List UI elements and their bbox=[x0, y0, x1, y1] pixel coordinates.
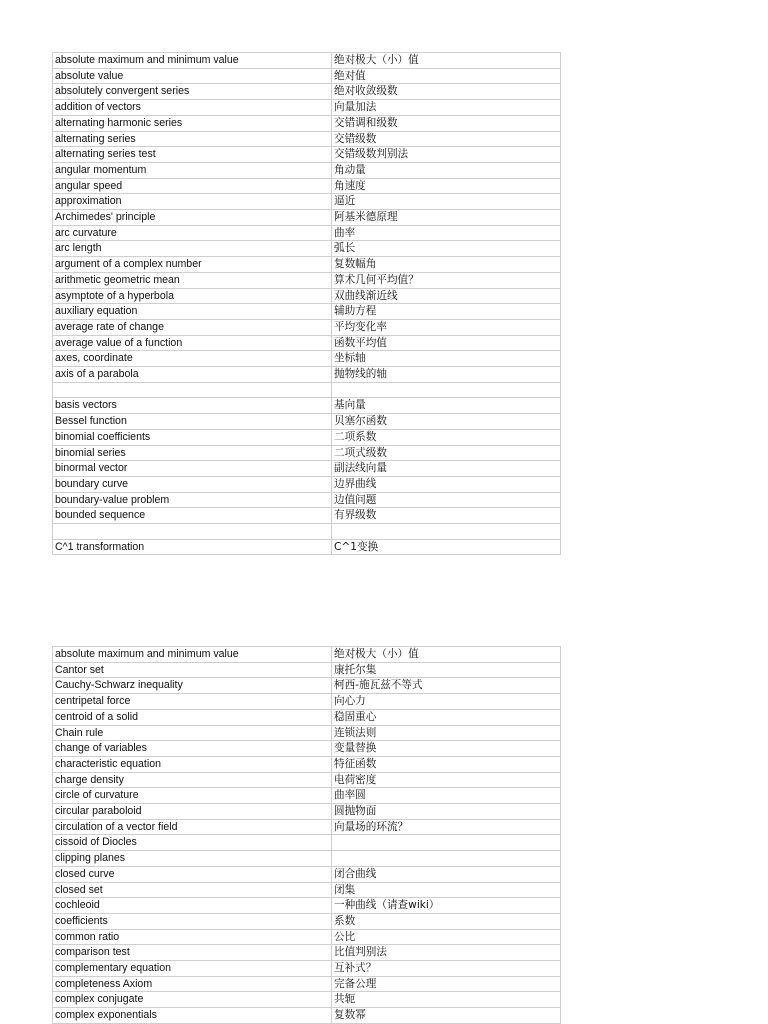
chinese-term-cell: 特征函数 bbox=[332, 756, 561, 772]
table-row bbox=[53, 694, 561, 710]
table-row bbox=[53, 68, 561, 84]
table-row bbox=[53, 335, 561, 351]
chinese-term-cell: 弧长 bbox=[332, 241, 561, 257]
glossary-table-top-body bbox=[53, 53, 561, 555]
chinese-term-cell: 互补式？ bbox=[332, 961, 561, 977]
table-row bbox=[53, 882, 561, 898]
table-row bbox=[53, 678, 561, 694]
table-row bbox=[53, 539, 561, 555]
english-term-cell: common ratio bbox=[53, 929, 332, 945]
chinese-term-cell: 绝对值 bbox=[332, 68, 561, 84]
table-row bbox=[53, 992, 561, 1008]
english-term-cell: argument of a complex number bbox=[53, 257, 332, 273]
english-term-cell: centroid of a solid bbox=[53, 709, 332, 725]
table-row bbox=[53, 476, 561, 492]
table-row bbox=[53, 53, 561, 69]
table-row bbox=[53, 819, 561, 835]
english-term-cell: characteristic equation bbox=[53, 756, 332, 772]
english-term-cell: bounded sequence bbox=[53, 508, 332, 524]
english-term-cell: arc length bbox=[53, 241, 332, 257]
english-term-cell: Chain rule bbox=[53, 725, 332, 741]
chinese-term-cell: 抛物线的轴 bbox=[332, 367, 561, 383]
english-term-cell: binormal vector bbox=[53, 461, 332, 477]
english-term-cell: cissoid of Diocles bbox=[53, 835, 332, 851]
table-row bbox=[53, 866, 561, 882]
english-term-cell: circulation of a vector field bbox=[53, 819, 332, 835]
chinese-term-cell: 一种曲线（请查wiki） bbox=[332, 898, 561, 914]
english-term-cell: absolute maximum and minimum value bbox=[53, 647, 332, 663]
chinese-term-cell: 逼近 bbox=[332, 194, 561, 210]
english-term-cell: Cauchy-Schwarz inequality bbox=[53, 678, 332, 694]
table-row bbox=[53, 647, 561, 663]
english-term-cell bbox=[53, 382, 332, 398]
english-term-cell: auxiliary equation bbox=[53, 304, 332, 320]
table-row bbox=[53, 492, 561, 508]
chinese-term-cell: 绝对收敛级数 bbox=[332, 84, 561, 100]
table-row bbox=[53, 662, 561, 678]
chinese-term-cell: 闭集 bbox=[332, 882, 561, 898]
table-row bbox=[53, 741, 561, 757]
english-term-cell bbox=[53, 524, 332, 540]
english-term-cell: closed set bbox=[53, 882, 332, 898]
english-term-cell: binomial coefficients bbox=[53, 429, 332, 445]
chinese-term-cell: 共轭 bbox=[332, 992, 561, 1008]
chinese-term-cell: 圆抛物面 bbox=[332, 804, 561, 820]
chinese-term-cell: 边值问题 bbox=[332, 492, 561, 508]
table-row bbox=[53, 178, 561, 194]
chinese-term-cell: 曲率 bbox=[332, 225, 561, 241]
chinese-term-cell: 副法线向量 bbox=[332, 461, 561, 477]
english-term-cell: clipping planes bbox=[53, 851, 332, 867]
chinese-term-cell: 阿基米德原理 bbox=[332, 210, 561, 226]
table-row bbox=[53, 382, 561, 398]
chinese-term-cell: 算术几何平均值？ bbox=[332, 272, 561, 288]
table-row bbox=[53, 319, 561, 335]
table-row bbox=[53, 304, 561, 320]
table-row bbox=[53, 945, 561, 961]
chinese-term-cell: 向量加法 bbox=[332, 100, 561, 116]
chinese-term-cell: 复数幂 bbox=[332, 1008, 561, 1024]
chinese-term-cell: 连锁法则 bbox=[332, 725, 561, 741]
english-term-cell: asymptote of a hyperbola bbox=[53, 288, 332, 304]
english-term-cell: alternating series test bbox=[53, 147, 332, 163]
english-term-cell: average value of a function bbox=[53, 335, 332, 351]
chinese-term-cell: 变量替换 bbox=[332, 741, 561, 757]
english-term-cell: complex exponentials bbox=[53, 1008, 332, 1024]
chinese-term-cell: 交错级数 bbox=[332, 131, 561, 147]
chinese-term-cell: 交错调和级数 bbox=[332, 115, 561, 131]
english-term-cell: comparison test bbox=[53, 945, 332, 961]
english-term-cell: charge density bbox=[53, 772, 332, 788]
chinese-term-cell: 稳固重心 bbox=[332, 709, 561, 725]
english-term-cell: Cantor set bbox=[53, 662, 332, 678]
chinese-term-cell bbox=[332, 835, 561, 851]
table-row bbox=[53, 194, 561, 210]
chinese-term-cell: 绝对极大（小）值 bbox=[332, 647, 561, 663]
chinese-term-cell: 比值判别法 bbox=[332, 945, 561, 961]
chinese-term-cell: 电荷密度 bbox=[332, 772, 561, 788]
english-term-cell: arc curvature bbox=[53, 225, 332, 241]
english-term-cell: circular paraboloid bbox=[53, 804, 332, 820]
chinese-term-cell bbox=[332, 524, 561, 540]
table-row bbox=[53, 835, 561, 851]
english-term-cell: angular momentum bbox=[53, 162, 332, 178]
chinese-term-cell: 边界曲线 bbox=[332, 476, 561, 492]
english-term-cell: alternating harmonic series bbox=[53, 115, 332, 131]
english-term-cell: cochleoid bbox=[53, 898, 332, 914]
english-term-cell: Archimedes' principle bbox=[53, 210, 332, 226]
english-term-cell: absolutely convergent series bbox=[53, 84, 332, 100]
table-row bbox=[53, 524, 561, 540]
english-term-cell: addition of vectors bbox=[53, 100, 332, 116]
table-row bbox=[53, 414, 561, 430]
chinese-term-cell: 平均变化率 bbox=[332, 319, 561, 335]
english-term-cell: Bessel function bbox=[53, 414, 332, 430]
table-row bbox=[53, 756, 561, 772]
chinese-term-cell: 闭合曲线 bbox=[332, 866, 561, 882]
table-row bbox=[53, 210, 561, 226]
table-row bbox=[53, 461, 561, 477]
english-term-cell: basis vectors bbox=[53, 398, 332, 414]
chinese-term-cell: 函数平均值 bbox=[332, 335, 561, 351]
table-row bbox=[53, 804, 561, 820]
chinese-term-cell: 角速度 bbox=[332, 178, 561, 194]
english-term-cell: centripetal force bbox=[53, 694, 332, 710]
table-row bbox=[53, 508, 561, 524]
english-term-cell: absolute maximum and minimum value bbox=[53, 53, 332, 69]
chinese-term-cell: 基向量 bbox=[332, 398, 561, 414]
table-row bbox=[53, 851, 561, 867]
table-row bbox=[53, 100, 561, 116]
table-row bbox=[53, 445, 561, 461]
table-row bbox=[53, 131, 561, 147]
table-row bbox=[53, 772, 561, 788]
english-term-cell: approximation bbox=[53, 194, 332, 210]
english-term-cell: circle of curvature bbox=[53, 788, 332, 804]
table-row bbox=[53, 976, 561, 992]
table-row bbox=[53, 351, 561, 367]
chinese-term-cell: 绝对极大（小）值 bbox=[332, 53, 561, 69]
table-row bbox=[53, 398, 561, 414]
table-row bbox=[53, 913, 561, 929]
table-row bbox=[53, 241, 561, 257]
chinese-term-cell: 公比 bbox=[332, 929, 561, 945]
table-row bbox=[53, 1008, 561, 1024]
table-row bbox=[53, 225, 561, 241]
chinese-term-cell: 曲率圆 bbox=[332, 788, 561, 804]
chinese-term-cell: 康托尔集 bbox=[332, 662, 561, 678]
english-term-cell: boundary-value problem bbox=[53, 492, 332, 508]
glossary-table-bottom bbox=[52, 646, 561, 1024]
chinese-term-cell: 有界级数 bbox=[332, 508, 561, 524]
glossary-table-bottom-body bbox=[53, 647, 561, 1024]
chinese-term-cell: C^1变换 bbox=[332, 539, 561, 555]
chinese-term-cell: 复数幅角 bbox=[332, 257, 561, 273]
chinese-term-cell: 坐标轴 bbox=[332, 351, 561, 367]
table-row bbox=[53, 367, 561, 383]
chinese-term-cell: 双曲线渐近线 bbox=[332, 288, 561, 304]
table-row bbox=[53, 147, 561, 163]
chinese-term-cell: 二项系数 bbox=[332, 429, 561, 445]
chinese-term-cell bbox=[332, 382, 561, 398]
english-term-cell: average rate of change bbox=[53, 319, 332, 335]
english-term-cell: absolute value bbox=[53, 68, 332, 84]
chinese-term-cell: 辅助方程 bbox=[332, 304, 561, 320]
table-row bbox=[53, 162, 561, 178]
chinese-term-cell bbox=[332, 851, 561, 867]
chinese-term-cell: 完备公理 bbox=[332, 976, 561, 992]
english-term-cell: binomial series bbox=[53, 445, 332, 461]
chinese-term-cell: 系数 bbox=[332, 913, 561, 929]
table-row bbox=[53, 725, 561, 741]
english-term-cell: complementary equation bbox=[53, 961, 332, 977]
english-term-cell: axis of a parabola bbox=[53, 367, 332, 383]
table-row bbox=[53, 788, 561, 804]
chinese-term-cell: 向心力 bbox=[332, 694, 561, 710]
table-row bbox=[53, 898, 561, 914]
chinese-term-cell: 交错级数判别法 bbox=[332, 147, 561, 163]
english-term-cell: axes, coordinate bbox=[53, 351, 332, 367]
english-term-cell: closed curve bbox=[53, 866, 332, 882]
english-term-cell: complex conjugate bbox=[53, 992, 332, 1008]
chinese-term-cell: 二项式级数 bbox=[332, 445, 561, 461]
english-term-cell: completeness Axiom bbox=[53, 976, 332, 992]
english-term-cell: arithmetic geometric mean bbox=[53, 272, 332, 288]
table-row bbox=[53, 84, 561, 100]
english-term-cell: coefficients bbox=[53, 913, 332, 929]
table-row bbox=[53, 709, 561, 725]
table-row bbox=[53, 288, 561, 304]
table-row bbox=[53, 929, 561, 945]
table-row bbox=[53, 429, 561, 445]
chinese-term-cell: 柯西-施瓦兹不等式 bbox=[332, 678, 561, 694]
table-row bbox=[53, 272, 561, 288]
english-term-cell: alternating series bbox=[53, 131, 332, 147]
english-term-cell: change of variables bbox=[53, 741, 332, 757]
table-row bbox=[53, 961, 561, 977]
table-row bbox=[53, 115, 561, 131]
chinese-term-cell: 贝塞尔函数 bbox=[332, 414, 561, 430]
english-term-cell: angular speed bbox=[53, 178, 332, 194]
table-row bbox=[53, 257, 561, 273]
chinese-term-cell: 角动量 bbox=[332, 162, 561, 178]
english-term-cell: C^1 transformation bbox=[53, 539, 332, 555]
glossary-table-top bbox=[52, 52, 561, 555]
chinese-term-cell: 向量场的环流？ bbox=[332, 819, 561, 835]
english-term-cell: boundary curve bbox=[53, 476, 332, 492]
